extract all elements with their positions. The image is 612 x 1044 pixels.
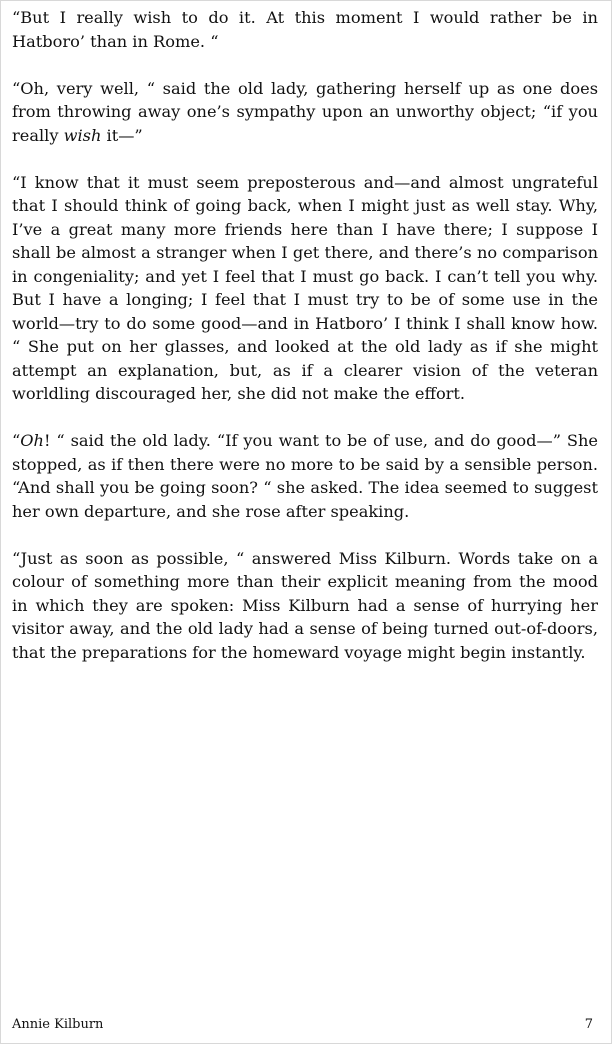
paragraph	[12, 6, 598, 53]
text-run: it—”	[101, 125, 143, 145]
italic-text-run: wish	[63, 125, 102, 145]
text-run: ! “ said the old lady. “If you want to be of use, and do good—” She stopped, as if then there were no more to be said by a sensible person. “And shall you be going soon? “ she asked. The idea seemed to suggest her own departure, and she rose after speaking.	[12, 431, 598, 521]
text-run: “	[12, 431, 21, 450]
body-text	[12, 6, 598, 664]
footer-page-number: 7	[584, 1017, 593, 1032]
paragraph	[12, 429, 598, 523]
text-run: “Just as soon as possible, “ answered Miss Kilburn. Words take on a colour of something more than their explicit meaning from the mood in which they are spoken: Miss Kilburn had a sense of hurrying her visitor away, and the old lady had a sense of being turned out-of-doors, that the preparations for the homeward voyage might begin instantly.	[12, 548, 598, 662]
text-run: “I know that it must seem preposterous and—and almost ungrateful that I should think of going back, when I might just as well stay. Why, I’ve a great many more friends here than I have there; I suppose I shall be almost a stranger when I get there, and there’s no comparison in congeniality; and yet I feel that I must go back. I can’t tell you why. But I have a longing; I feel that I must try to be of some use in the world—try to do some good—and in Hatboro’ I think I shall know how. “ She put on her glasses, and looked at the old lady as if she might attempt an explanation, but, as if a clearer vision of the veteran worldling discouraged her, she did not make the effort.	[12, 172, 598, 403]
text-run: “But I really wish to do it. At this moment I would rather be in Hatboro’ than in Rome. “	[12, 8, 598, 51]
italic-text-run: Oh	[20, 431, 44, 450]
paragraph	[12, 547, 598, 665]
text-run: “Oh, very well, “ said the old lady, gathering herself up as one does from throwing away one’s sympathy upon an unworthy object; “if you really	[12, 78, 598, 145]
paragraph	[12, 171, 598, 406]
footer-book-title: Annie Kilburn	[12, 1017, 104, 1032]
paragraph	[12, 77, 598, 148]
